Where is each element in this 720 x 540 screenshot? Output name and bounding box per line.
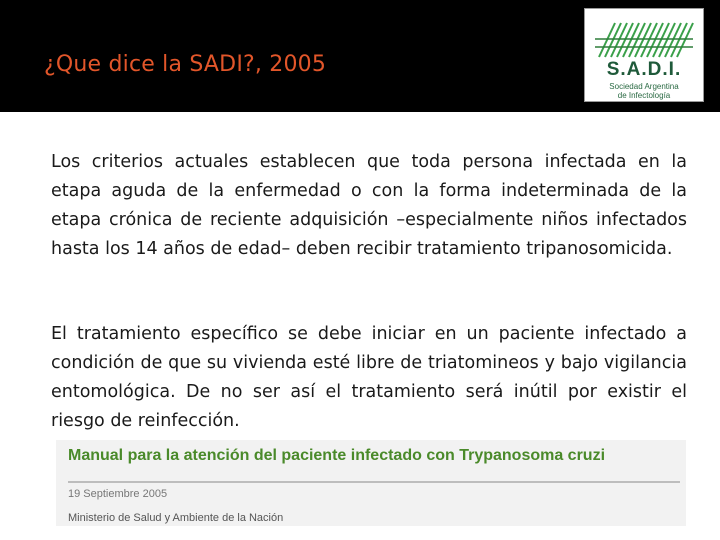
- title-bar: [0, 0, 720, 112]
- sadi-logo: [584, 8, 704, 102]
- document-clip-organization: Ministerio de Salud y Ambiente de la Nación: [68, 512, 284, 524]
- slide-title: ¿Que dice la SADI?, 2005: [44, 52, 327, 77]
- document-clip-divider: [68, 481, 680, 483]
- logo-subtitle: [585, 82, 703, 100]
- paragraph-treatment: El tratamiento específico se debe iniciar en un paciente infectado a condición de que su vivienda esté libre de triatomineos y bajo vigilancia entomológica. De no ser así el tratamiento será inútil por existir el riesgo de reinfección.: [51, 324, 687, 431]
- document-clip-image: [56, 440, 686, 526]
- paragraph-criteria: Los criterios actuales establecen que toda persona infectada en la etapa aguda de la enfermedad o con la forma indeterminada de la etapa crónica de reciente adquisición –especialmente niños infectados hasta los 14 años de edad– deben recibir tratamiento tripanosomicida.: [51, 152, 687, 259]
- logo-name: S.A.D.I.: [606, 59, 682, 80]
- document-clip-title: Manual para la atención del paciente infectado con Trypanosoma cruzi: [68, 447, 606, 464]
- document-clip-date: 19 Septiembre 2005: [68, 488, 168, 500]
- logo-subtitle-line1: Sociedad Argentina: [609, 82, 679, 91]
- logo-subtitle-line2: de Infectología: [617, 91, 671, 100]
